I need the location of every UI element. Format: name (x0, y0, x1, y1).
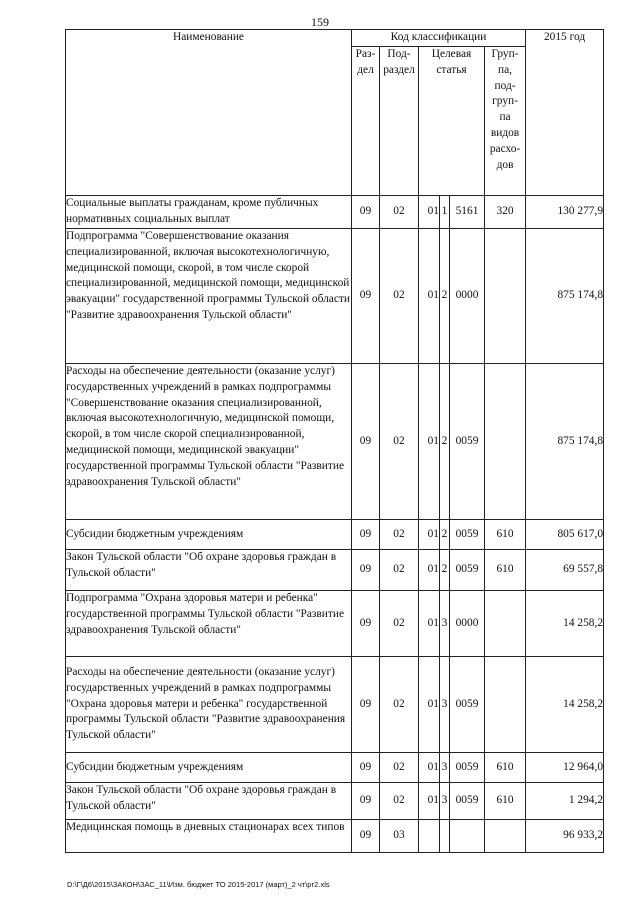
table-row (66, 196, 604, 229)
row-subsection: 02 (380, 591, 419, 657)
row-section: 09 (352, 229, 380, 364)
row-target-program: 01 (419, 196, 440, 229)
row-name: Закон Тульской области "Об охране здоровья граждан в Тульской области" (66, 783, 352, 820)
row-group: 610 (485, 783, 526, 820)
row-target-subprogram: 3 (440, 591, 450, 657)
header-subsection: Под- раздел (380, 47, 419, 196)
row-target-program: 01 (419, 591, 440, 657)
row-target-subprogram: 2 (440, 520, 450, 550)
table-row (66, 820, 604, 853)
row-subsection: 02 (380, 753, 419, 783)
table-row (66, 229, 604, 364)
page-number: 159 (311, 15, 329, 29)
row-amount: 130 277,9 (526, 196, 604, 229)
row-section: 09 (352, 550, 380, 591)
header-code-group: Код классификации (352, 30, 526, 47)
header-target: Целевая статья (419, 47, 485, 196)
table-row (66, 550, 604, 591)
row-name: Расходы на обеспечение деятельности (оказание услуг) государственных учреждений в рамках подпрограммы "Совершенствование оказания специализированной, включая высокотехнологичную, медицинской помощи, скорой, в том числе скорой специализированной, медицинской помощи, медицинской эвакуации" государственной программы Тульской области "Развитие здравоохранения Тульской области" (66, 364, 352, 520)
row-name: Медицинская помощь в дневных стационарах всех типов (66, 820, 352, 853)
row-name: Закон Тульской области "Об охране здоровья граждан в Тульской области" (66, 550, 352, 591)
row-subsection: 03 (380, 820, 419, 853)
row-section: 09 (352, 820, 380, 853)
row-target-subprogram: 3 (440, 657, 450, 753)
row-group (485, 591, 526, 657)
header-year: 2015 год (526, 30, 604, 196)
row-target-code: 0059 (450, 364, 485, 520)
row-target-subprogram: 2 (440, 364, 450, 520)
row-name: Субсидии бюджетным учреждениям (66, 753, 352, 783)
row-target-program: 01 (419, 783, 440, 820)
row-name: Подпрограмма "Совершенствование оказания специализированной, включая высокотехнологичную, медицинской помощи, скорой, в том числе скорой специализированной, медицинской помощи, медицинской эвакуации" государственной программы Тульской области "Развитие здравоохранения Тульской области" (66, 229, 352, 364)
row-subsection: 02 (380, 550, 419, 591)
row-subsection: 02 (380, 783, 419, 820)
row-target-subprogram: 1 (440, 196, 450, 229)
row-target-program: 01 (419, 520, 440, 550)
row-group: 610 (485, 753, 526, 783)
table-row (66, 657, 604, 753)
row-amount: 875 174,8 (526, 229, 604, 364)
row-subsection: 02 (380, 229, 419, 364)
row-amount: 875 174,8 (526, 364, 604, 520)
row-subsection: 02 (380, 657, 419, 753)
row-group (485, 820, 526, 853)
row-name: Подпрограмма "Охрана здоровья матери и ребенка" государственной программы Тульской области "Развитие здравоохранения Тульской области" (66, 591, 352, 657)
table-row (66, 753, 604, 783)
row-amount: 14 258,2 (526, 657, 604, 753)
row-amount: 805 617,0 (526, 520, 604, 550)
row-target-subprogram: 2 (440, 550, 450, 591)
row-section: 09 (352, 196, 380, 229)
row-name: Субсидии бюджетным учреждениям (66, 520, 352, 550)
row-name: Расходы на обеспечение деятельности (оказание услуг) государственных учреждений в рамках подпрограммы "Охрана здоровья матери и ребенка" государственной программы Тульской области "Развитие здравоохранения Тульской области" (66, 657, 352, 753)
row-amount: 12 964,0 (526, 753, 604, 783)
row-target-subprogram (440, 820, 450, 853)
row-group: 610 (485, 520, 526, 550)
row-target-code (450, 820, 485, 853)
row-target-program: 01 (419, 753, 440, 783)
row-section: 09 (352, 364, 380, 520)
table-row (66, 783, 604, 820)
row-group: 320 (485, 196, 526, 229)
row-amount: 14 258,2 (526, 591, 604, 657)
row-section: 09 (352, 783, 380, 820)
row-target-program: 01 (419, 550, 440, 591)
row-section: 09 (352, 520, 380, 550)
row-target-code: 0059 (450, 657, 485, 753)
table-row (66, 364, 604, 520)
row-target-program (419, 820, 440, 853)
row-target-code: 0059 (450, 520, 485, 550)
row-subsection: 02 (380, 364, 419, 520)
file-path-footer: D:\Г\Д6\2015\ЗАКОН\ЗАС_11\Изм. бюджет ТО 2015-2017 (март)_2 чт\рг2.xls (67, 880, 330, 889)
row-amount: 69 557,8 (526, 550, 604, 591)
row-target-subprogram: 2 (440, 229, 450, 364)
row-subsection: 02 (380, 520, 419, 550)
header-group: Груп- па, под- груп- па видов расхо- дов (485, 47, 526, 196)
row-target-subprogram: 3 (440, 783, 450, 820)
row-target-code: 0059 (450, 753, 485, 783)
row-amount: 1 294,2 (526, 783, 604, 820)
header-name: Наименование (66, 30, 352, 196)
row-amount: 96 933,2 (526, 820, 604, 853)
table-row (66, 520, 604, 550)
row-section: 09 (352, 657, 380, 753)
table-row (66, 591, 604, 657)
row-target-code: 0000 (450, 591, 485, 657)
row-target-program: 01 (419, 229, 440, 364)
row-target-program: 01 (419, 364, 440, 520)
header-section: Раз- дел (352, 47, 380, 196)
row-target-program: 01 (419, 657, 440, 753)
row-target-code: 0059 (450, 550, 485, 591)
row-target-code: 0000 (450, 229, 485, 364)
row-group (485, 364, 526, 520)
row-group (485, 229, 526, 364)
row-target-subprogram: 3 (440, 753, 450, 783)
budget-table (65, 29, 604, 853)
row-target-code: 0059 (450, 783, 485, 820)
row-target-code: 5161 (450, 196, 485, 229)
row-group (485, 657, 526, 753)
header-row (66, 30, 604, 47)
row-name: Социальные выплаты гражданам, кроме публичных нормативных социальных выплат (66, 196, 352, 229)
row-subsection: 02 (380, 196, 419, 229)
row-section: 09 (352, 753, 380, 783)
row-section: 09 (352, 591, 380, 657)
row-group: 610 (485, 550, 526, 591)
